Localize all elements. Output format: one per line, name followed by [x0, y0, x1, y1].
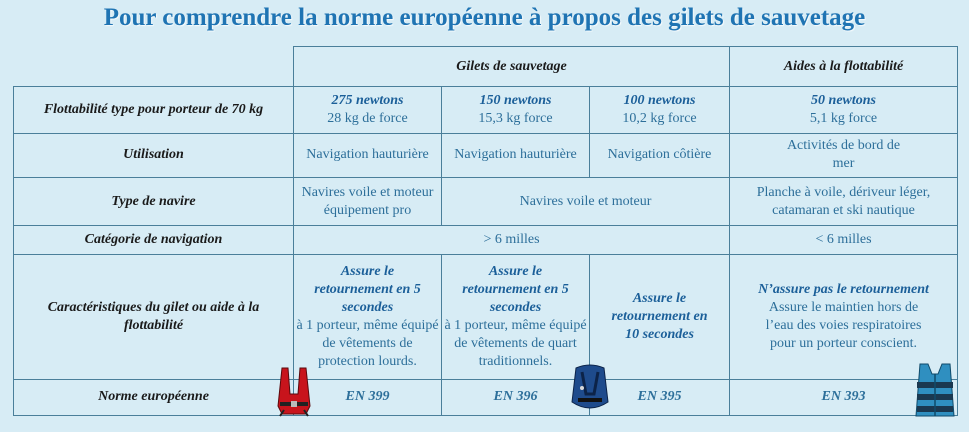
- cell-flottabilite-1: [294, 87, 442, 133]
- cell-norme-4: EN 393: [730, 379, 958, 415]
- cell-caracteristiques-2: [442, 254, 590, 379]
- caracteristiques-label-text: Caractéristiques du gilet ou aide à la flottabilité: [47, 299, 260, 333]
- cell-norme-3: EN 395: [590, 379, 730, 415]
- cell-flottabilite-3: [590, 87, 730, 133]
- header-gilets: Gilets de sauvetage: [294, 47, 730, 87]
- cell-caracteristiques-4: [730, 254, 958, 379]
- newton-value: 100 newtons: [623, 93, 696, 108]
- cell-caracteristiques-1: [294, 254, 442, 379]
- cell-type-navire-1: Navires voile et moteur équipement pro: [294, 178, 442, 226]
- retournement-text: Assure le retournement en 10 secondes: [611, 290, 708, 342]
- utilisation-text: Activités de bord de mer: [786, 138, 901, 172]
- cell-utilisation-3: Navigation côtière: [590, 133, 730, 177]
- cell-type-navire-3: Planche à voile, dériveur léger, catamaran et ski nautique: [730, 178, 958, 226]
- row-label-utilisation: Utilisation: [14, 133, 294, 177]
- force-value: 5,1 kg force: [809, 111, 878, 126]
- newton-value: 150 newtons: [479, 93, 552, 108]
- cell-categorie-2: < 6 milles: [730, 226, 958, 254]
- cell-utilisation-1: Navigation hauturière: [294, 133, 442, 177]
- cell-norme-1: EN 399: [294, 379, 442, 415]
- cell-flottabilite-4: [730, 87, 958, 133]
- header-aides: Aides à la flottabilité: [730, 47, 958, 87]
- row-label-norme: Norme européenne: [14, 379, 294, 415]
- force-value: 15,3 kg force: [478, 111, 553, 126]
- newton-value: 275 newtons: [331, 93, 404, 108]
- description-text: à 1 porteur, même équipé de vêtements de quart traditionnels.: [444, 317, 587, 369]
- retournement-text: Assure le retournement en 5 secondes: [462, 263, 569, 315]
- row-label-categorie: Catégorie de navigation: [14, 226, 294, 254]
- cell-norme-2: EN 396: [442, 379, 590, 415]
- cell-utilisation-2: Navigation hauturière: [442, 133, 590, 177]
- cell-caracteristiques-3: [590, 254, 730, 379]
- row-norme: [14, 379, 958, 415]
- description-text: Assure le maintien hors de l’eau des voies respiratoires pour un porteur conscient.: [765, 299, 922, 351]
- row-caracteristiques: [14, 254, 958, 379]
- header-row: [14, 47, 958, 87]
- cell-type-navire-2: Navires voile et moteur: [442, 178, 730, 226]
- force-value: 10,2 kg force: [622, 111, 697, 126]
- row-flottabilite: [14, 87, 958, 133]
- cell-flottabilite-2: [442, 87, 590, 133]
- row-label-type-navire: Type de navire: [14, 178, 294, 226]
- retournement-text: Assure le retournement en 5 secondes: [314, 263, 421, 315]
- retournement-text: N’assure pas le retournement: [758, 281, 929, 297]
- row-label-caracteristiques: [14, 254, 294, 379]
- row-utilisation: [14, 133, 958, 177]
- row-label-flottabilite: Flottabilité type pour porteur de 70 kg: [14, 87, 294, 133]
- newton-value: 50 newtons: [811, 93, 876, 108]
- row-categorie: [14, 226, 958, 254]
- cell-utilisation-4: [730, 133, 958, 177]
- force-value: 28 kg de force: [327, 111, 408, 126]
- header-corner: [14, 47, 294, 87]
- cell-categorie-1: > 6 milles: [294, 226, 730, 254]
- description-text: à 1 porteur, même équipé de vêtements de protection lourds.: [296, 317, 439, 369]
- norm-table: [13, 46, 958, 416]
- row-type-navire: [14, 178, 958, 226]
- page-title: Pour comprendre la norme européenne à propos des gilets de sauvetage: [103, 4, 866, 31]
